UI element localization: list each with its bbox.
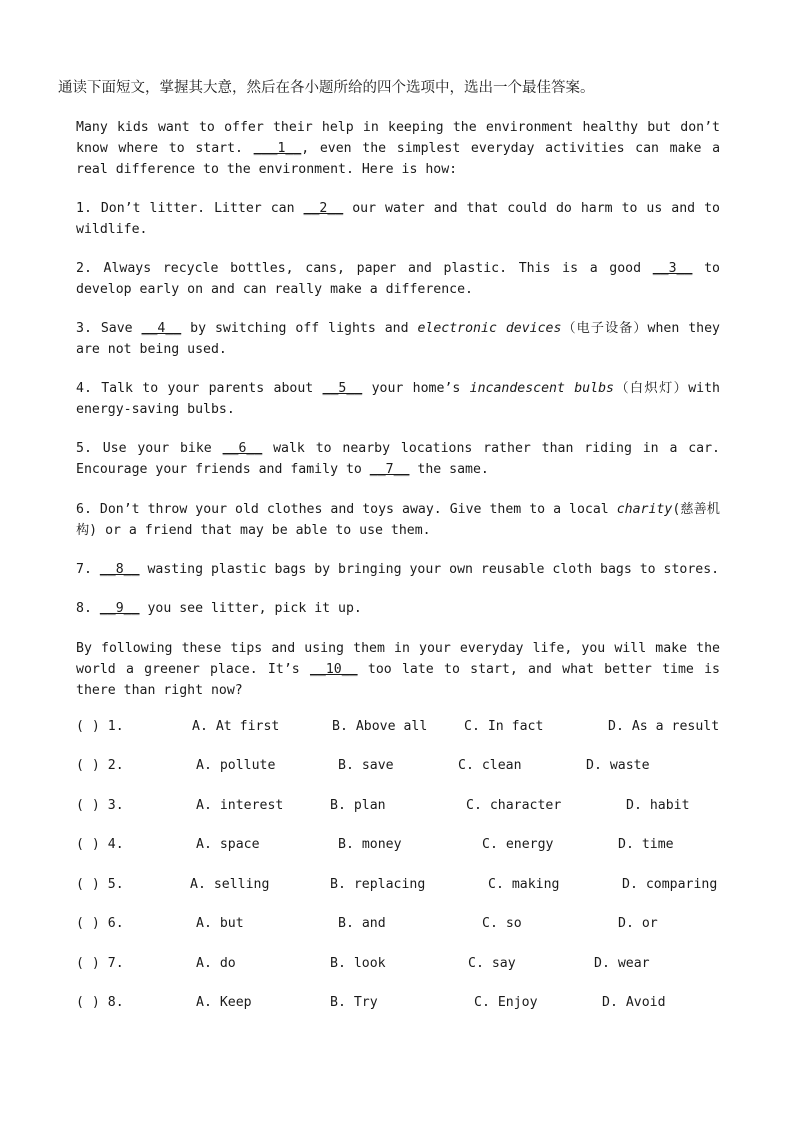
option-c[interactable]: C. so (482, 916, 522, 931)
question-number: ( ) 4. (76, 837, 124, 852)
tip-text: 3. Save (76, 321, 142, 336)
blank-10[interactable]: __10__ (309, 662, 358, 677)
tip-4 (76, 378, 720, 420)
tip-text: you see litter, pick it up. (139, 601, 362, 616)
option-c[interactable]: C. energy (482, 837, 554, 852)
question-number: ( ) 1. (76, 719, 124, 734)
question-row-5 (76, 877, 720, 897)
option-d[interactable]: D. habit (626, 798, 690, 813)
option-c[interactable]: C. clean (458, 758, 522, 773)
tip-5 (76, 438, 720, 480)
question-number: ( ) 6. (76, 916, 124, 931)
blank-5[interactable]: __5__ (322, 381, 363, 396)
option-a[interactable]: A. space (196, 837, 260, 852)
intro-text-cont: , even the simplest everyday activities can make a real difference to the environment. Here is how: (76, 141, 721, 177)
tip-text: your home’s (362, 381, 470, 396)
tip-text: wasting plastic bags by bringing your own reusable cloth bags to stores. (139, 562, 720, 577)
tip-7 (76, 559, 720, 580)
question-number: ( ) 7. (76, 956, 124, 971)
option-a[interactable]: A. selling (190, 877, 270, 892)
tip-text: to develop early on and can really make a difference. (76, 261, 720, 297)
italic-term: charity (616, 502, 673, 517)
option-b[interactable]: B. save (338, 758, 394, 773)
option-d[interactable]: D. time (618, 837, 674, 852)
question-row-2 (76, 758, 720, 778)
option-b[interactable]: B. replacing (330, 877, 426, 892)
option-d[interactable]: D. As a result (608, 719, 720, 734)
blank-2[interactable]: __2__ (303, 201, 344, 216)
question-row-4 (76, 837, 720, 857)
option-b[interactable]: B. plan (330, 798, 386, 813)
option-a[interactable]: A. interest (196, 798, 284, 813)
blank-8[interactable]: __8__ (99, 562, 140, 577)
option-a[interactable]: A. do (196, 956, 236, 971)
closing-paragraph (76, 638, 720, 701)
blank-3[interactable]: __3__ (652, 261, 693, 276)
option-b[interactable]: B. Above all (332, 719, 428, 734)
tip-text: walk to nearby locations rather than riding in a car. Encourage your friends and family to (76, 441, 720, 477)
tip-1 (76, 198, 720, 240)
tip-text: (慈善机构) or a friend that may be able to use them. (76, 502, 720, 538)
option-d[interactable]: D. Avoid (602, 995, 666, 1010)
option-d[interactable]: D. comparing (622, 877, 718, 892)
intro-paragraph (76, 117, 720, 180)
tip-text: （白炽灯）with energy-saving bulbs. (76, 381, 720, 417)
tip-text: （电子设备）when they are not being used. (76, 321, 720, 357)
option-c[interactable]: C. making (488, 877, 560, 892)
tip-8 (76, 598, 720, 619)
option-d[interactable]: D. wear (594, 956, 650, 971)
tip-text: 8. (76, 601, 100, 616)
tip-text: 6. Don’t throw your old clothes and toys away. Give them to a local (76, 502, 617, 517)
option-a[interactable]: A. pollute (196, 758, 276, 773)
option-a[interactable]: A. but (196, 916, 244, 931)
option-a[interactable]: A. Keep (196, 995, 252, 1010)
question-row-1 (76, 719, 720, 739)
blank-6[interactable]: __6__ (222, 441, 263, 456)
closing-text: By following these tips and using them in your everyday life, you will make the world a greener place. It’s (76, 641, 720, 677)
question-row-7 (76, 956, 720, 976)
question-number: ( ) 8. (76, 995, 124, 1010)
instruction-text: 通读下面短文，掌握其大意，然后在各小题所给的四个选项中，选出一个最佳答案。 (58, 80, 595, 96)
option-c[interactable]: C. say (468, 956, 516, 971)
option-c[interactable]: C. Enjoy (474, 995, 538, 1010)
question-number: ( ) 3. (76, 798, 124, 813)
tip-text: by switching off lights and (181, 321, 418, 336)
italic-term: electronic devices (417, 321, 562, 336)
blank-4[interactable]: __4__ (141, 321, 182, 336)
tip-text: 1. Don’t litter. Litter can (76, 201, 304, 216)
option-b[interactable]: B. money (338, 837, 402, 852)
tip-text: 5. Use your bike (76, 441, 223, 456)
tip-text: 7. (76, 562, 100, 577)
intro-text: Many kids want to offer their help in keeping the environment healthy but don’t know where to start. (76, 120, 720, 156)
tip-text: the same. (409, 462, 489, 477)
question-row-3 (76, 798, 720, 818)
closing-text: too late to start, and what better time is there than right now? (76, 662, 720, 698)
tip-text: our water and that could do harm to us and to wildlife. (76, 201, 720, 237)
tip-text: 2. Always recycle bottles, cans, paper and plastic. This is a good (76, 261, 653, 276)
tip-text: 4. Talk to your parents about (76, 381, 323, 396)
option-c[interactable]: C. In fact (464, 719, 544, 734)
question-number: ( ) 2. (76, 758, 124, 773)
tip-3 (76, 318, 720, 360)
blank-1[interactable]: ___1__ (253, 141, 302, 156)
option-c[interactable]: C. character (466, 798, 562, 813)
option-a[interactable]: A. At first (192, 719, 280, 734)
tip-6 (76, 499, 720, 541)
question-row-6 (76, 916, 720, 936)
question-number: ( ) 5. (76, 877, 124, 892)
italic-term: incandescent bulbs (469, 381, 614, 396)
option-b[interactable]: B. look (330, 956, 386, 971)
question-row-8 (76, 995, 720, 1015)
option-b[interactable]: B. and (338, 916, 386, 931)
blank-9[interactable]: __9__ (99, 601, 140, 616)
option-d[interactable]: D. or (618, 916, 658, 931)
tip-2 (76, 258, 720, 300)
option-b[interactable]: B. Try (330, 995, 378, 1010)
option-d[interactable]: D. waste (586, 758, 650, 773)
blank-7[interactable]: __7__ (369, 462, 410, 477)
